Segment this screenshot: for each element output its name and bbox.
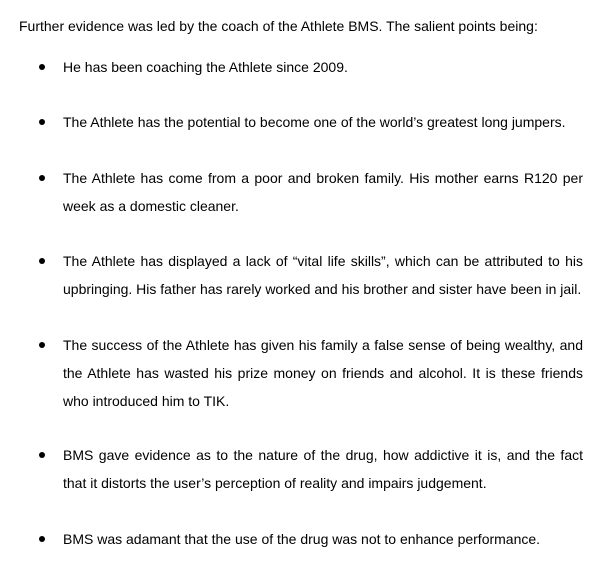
bullet-icon (39, 119, 45, 125)
point-text: The success of the Athlete has given his family a false sense of being wealthy, and the Athlete has wasted his prize money on friends and alcohol. It is these friends who introduced him to TIK. (63, 337, 583, 409)
point-text: The Athlete has the potential to become one of the world’s greatest long jumpers. (63, 114, 566, 130)
bullet-icon (39, 536, 45, 542)
point-text: The Athlete has displayed a lack of “vital life skills”, which can be attributed to his upbringing. His father has rarely worked and his brother and sister have been in jail. (63, 253, 583, 297)
bullet-icon (39, 175, 45, 181)
point-text: BMS was adamant that the use of the drug was not to enhance performance. (63, 531, 541, 547)
bullet-icon (39, 258, 45, 264)
intro-paragraph: Further evidence was led by the coach of the Athlete BMS. The salient points being: (19, 18, 538, 34)
bullet-icon (39, 64, 45, 70)
point-text: He has been coaching the Athlete since 2009. (63, 59, 348, 75)
point-text: The Athlete has come from a poor and broken family. His mother earns R120 per week as a domestic cleaner. (63, 170, 583, 214)
point-text: BMS gave evidence as to the nature of the drug, how addictive it is, and the fact that it distorts the user’s perception of reality and impairs judgement. (63, 447, 583, 491)
bullet-icon (39, 342, 45, 348)
bullet-icon (39, 452, 45, 458)
